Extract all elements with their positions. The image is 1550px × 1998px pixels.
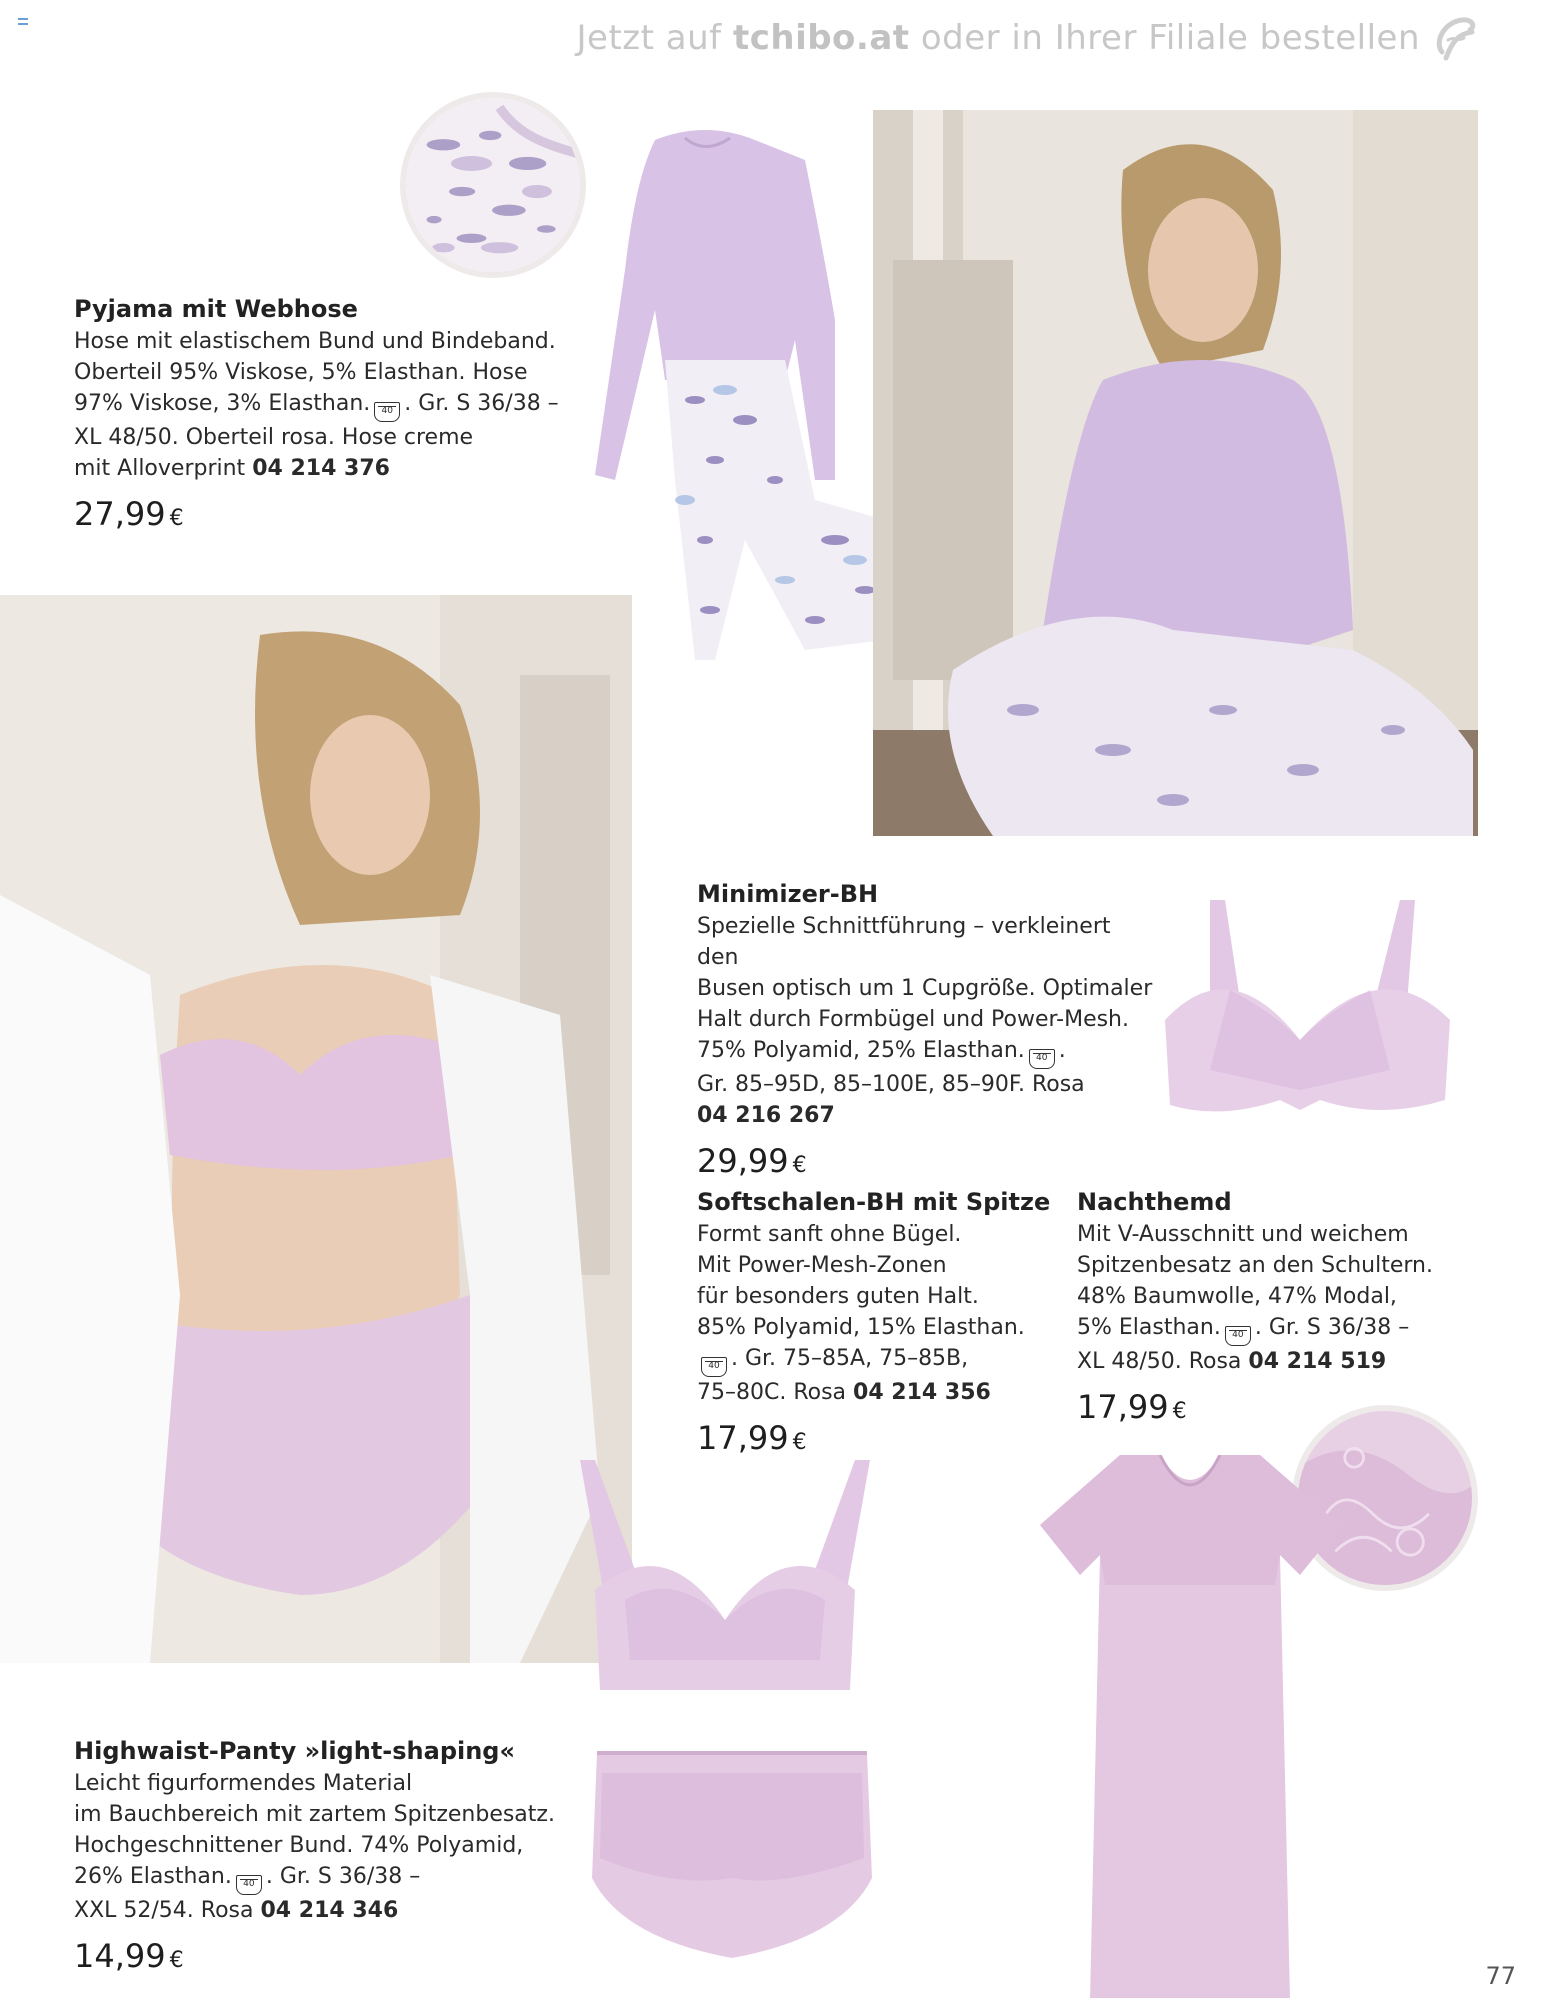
article-number: 04 214 376 xyxy=(252,456,390,481)
softschalen-bra-image xyxy=(565,1450,880,1695)
page-number: 77 xyxy=(1485,1962,1516,1990)
lingerie-model-photo xyxy=(0,595,632,1663)
minimizer-bra-image xyxy=(1150,890,1460,1140)
product-description: Leicht figurformendes Material im Bauchbereich mit zartem Spitzenbesatz. Hochgeschnittener Bund. 74% Polyamid, 26% Elasthan. 40 . Gr. S 36/38 – XXL 52/54. Rosa 04 214 346 xyxy=(74,1771,555,1923)
wash-40-icon: 40 xyxy=(374,402,400,422)
product-price: 29,99 € xyxy=(697,1142,807,1180)
article-number: 04 216 267 xyxy=(697,1103,835,1128)
product-title: Pyjama mit Webhose xyxy=(74,295,358,323)
minimizer-info xyxy=(697,877,1157,1186)
product-description: Mit V-Ausschnitt und weichem Spitzenbesatz an den Schultern. 48% Baumwolle, 47% Modal, 5% Elasthan. 40 . Gr. S 36/38 – XL 48/50. Rosa 04 214 519 xyxy=(1077,1222,1433,1374)
article-number: 04 214 346 xyxy=(260,1898,399,1923)
product-description: Hose mit elastischem Bund und Bindeband. Oberteil 95% Viskose, 5% Elasthan. Hose 97% Viskose, 3% Elasthan. 40 . Gr. S 36/38 – XL 48/50. Oberteil rosa. Hose creme mit Alloverprint 04 214 376 xyxy=(74,329,559,481)
wash-40-icon: 40 xyxy=(701,1357,727,1377)
softschalen-info xyxy=(697,1185,1077,1463)
product-price: 17,99 € xyxy=(697,1419,807,1457)
panty-info xyxy=(74,1734,594,1981)
wash-40-icon: 40 xyxy=(1225,1326,1251,1346)
nachthemd-image xyxy=(1040,1455,1340,1998)
product-description: Formt sanft ohne Bügel. Mit Power-Mesh-Zonen für besonders guten Halt. 85% Polyamid, 15% Elasthan. 40 . Gr. 75–85A, 75–85B, 75–80C. Rosa 04 214 356 xyxy=(697,1222,1025,1405)
product-title: Nachthemd xyxy=(1077,1188,1232,1216)
product-title: Highwaist-Panty »light-shaping« xyxy=(74,1737,515,1765)
pyjama-product-image xyxy=(585,120,895,670)
product-price: 14,99 € xyxy=(74,1937,184,1975)
product-price: 27,99 € xyxy=(74,495,184,533)
panty-image xyxy=(582,1748,882,1963)
article-number: 04 214 356 xyxy=(853,1380,991,1405)
product-title: Softschalen-BH mit Spitze xyxy=(697,1188,1051,1216)
menu-icon[interactable] xyxy=(18,18,28,25)
header-text: Jetzt auf tchibo.at oder in Ihrer Filiale bestellen xyxy=(576,18,1420,58)
product-title: Minimizer-BH xyxy=(697,880,879,908)
nachthemd-info xyxy=(1077,1185,1497,1432)
tchibo-logo-icon xyxy=(1428,12,1480,64)
wash-40-icon: 40 xyxy=(1029,1049,1055,1069)
pyjama-model-photo xyxy=(873,110,1478,836)
product-description: Spezielle Schnittführung – verkleinert den Busen optisch um 1 Cupgröße. Optimaler Halt durch Formbügel und Power-Mesh. 75% Polyamid, 25% Elasthan. 40 . Gr. 85–95D, 85–100E, 85–90F. Rosa 04 216 267 xyxy=(697,914,1153,1128)
product-price: 17,99 € xyxy=(1077,1388,1187,1426)
wash-40-icon: 40 xyxy=(236,1875,262,1895)
header-site-link[interactable]: tchibo.at xyxy=(732,18,910,58)
page-header xyxy=(576,12,1480,62)
pyjama-info xyxy=(74,292,594,539)
article-number: 04 214 519 xyxy=(1248,1349,1387,1374)
pyjama-fabric-swatch xyxy=(400,92,586,278)
